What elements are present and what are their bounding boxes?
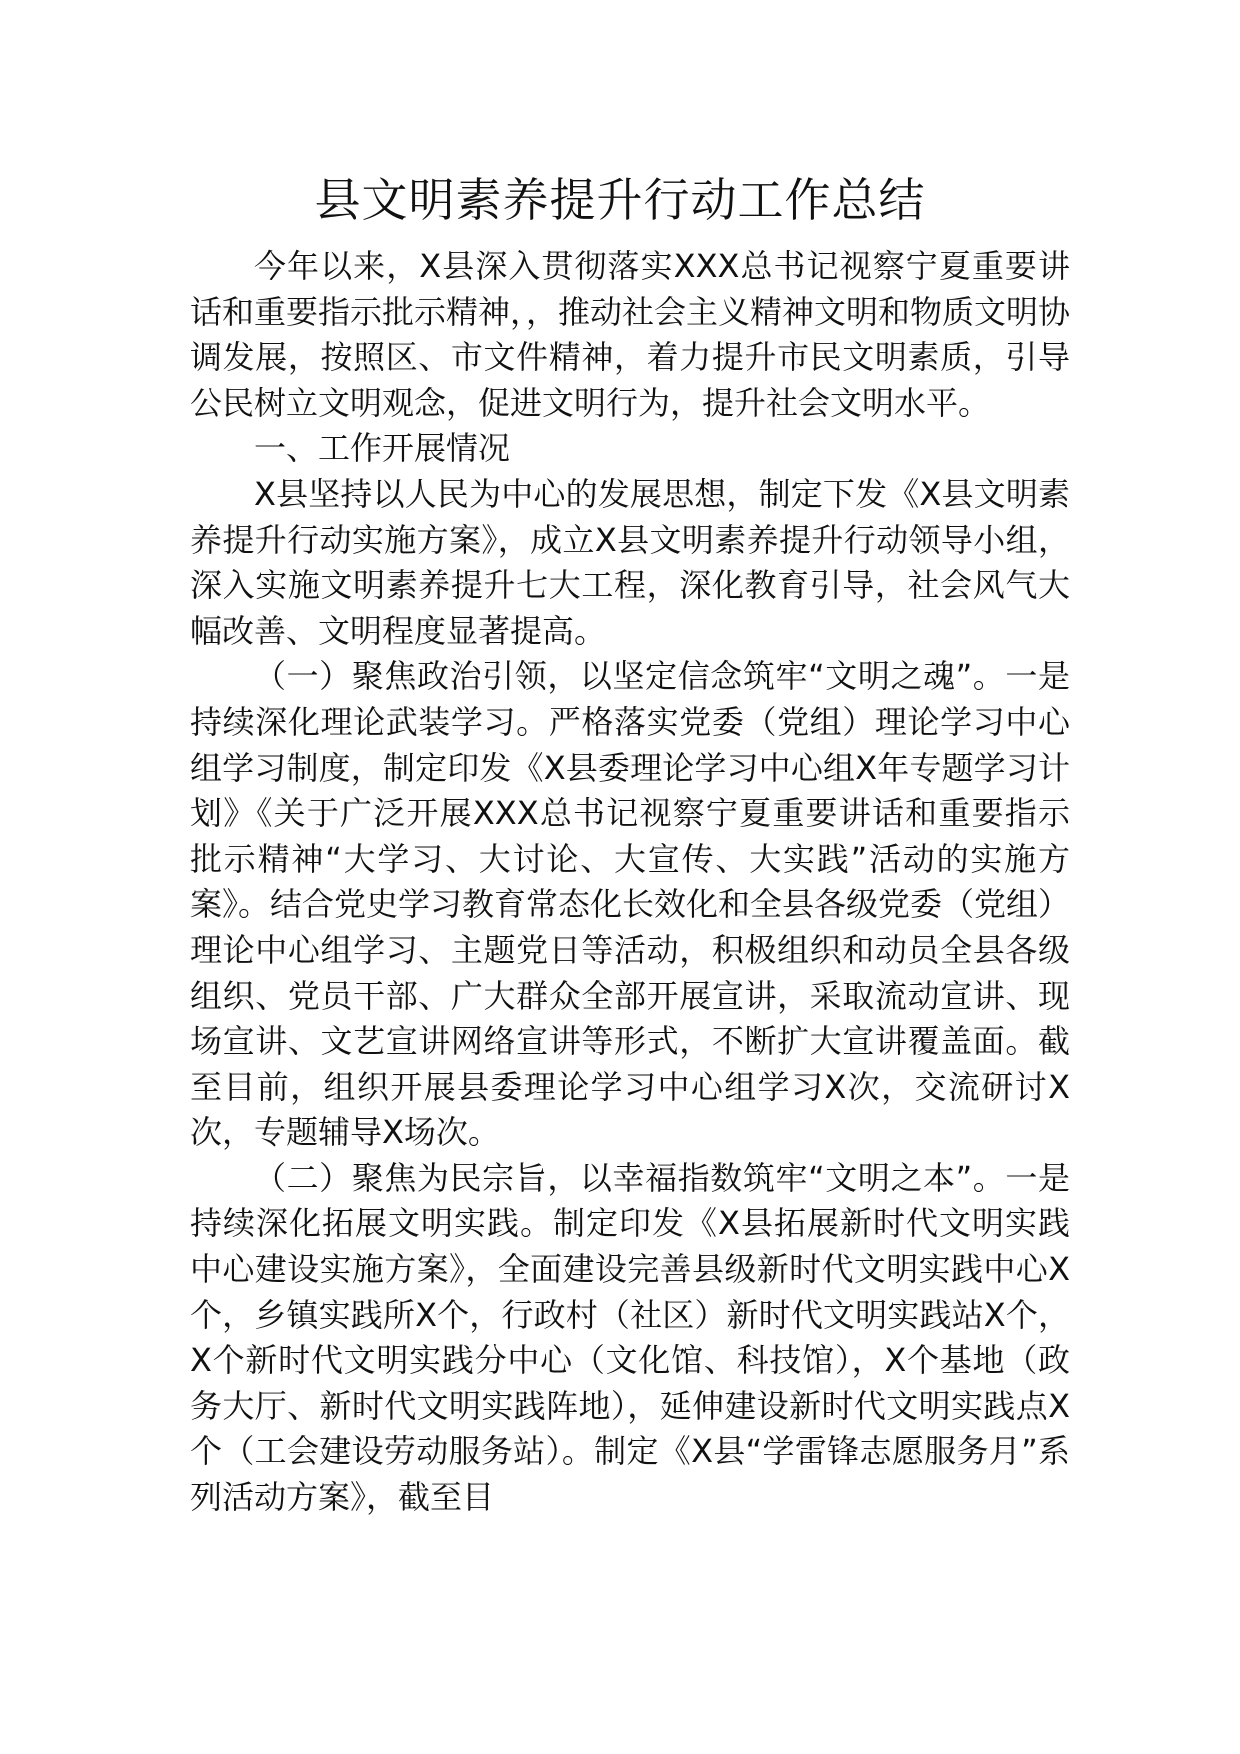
overview-paragraph: X县坚持以人民为中心的发展思想，制定下发《X县文明素养提升行动实施方案》，成立X县文明素养提升行动领导小组，深入实施文明素养提升七大工程，深化教育引导，社会风气大幅改善、文明程度显著提高。 bbox=[190, 474, 1070, 650]
document-body bbox=[190, 244, 1070, 1521]
subsection-one-paragraph: （一）聚焦政治引领，以坚定信念筑牢“文明之魂”。一是持续深化理论武装学习。严格落实党委（党组）理论学习中心组学习制度，制定印发《X县委理论学习中心组X年专题学习计划》《关于广泛开展XXX总书记视察宁夏重要讲话和重要指示批示精神“大学习、大讨论、大宣传、大实践”活动的实施方案》。结合党史学习教育常态化长效化和全县各级党委（党组）理论中心组学习、主题党日等活动，积极组织和动员全县各级组织、党员干部、广大群众全部开展宣讲，采取流动宣讲、现场宣讲、文艺宣讲网络宣讲等形式，不断扩大宣讲覆盖面。截至目前，组织开展县委理论学习中心组学习X次，交流研讨X次，专题辅导X场次。 bbox=[190, 657, 1071, 1152]
intro-paragraph: 今年以来，X县深入贯彻落实XXX总书记视察宁夏重要讲话和重要指示批示精神，，推动社会主义精神文明和物质文明协调发展，按照区、市文件精神，着力提升市民文明素质，引导公民树立文明观念，促进文明行为，提升社会文明水平。 bbox=[190, 247, 1071, 422]
document-title: 县文明素养提升行动工作总结 bbox=[314, 173, 926, 227]
subsection-two-paragraph: （二）聚焦为民宗旨，以幸福指数筑牢“文明之本”。一是持续深化拓展文明实践。制定印发《X县拓展新时代文明实践中心建设实施方案》，全面建设完善县级新时代文明实践中心X个，乡镇实践所X个，行政村（社区）新时代文明实践站X个，X个新时代文明实践分中心（文化馆、科技馆），X个基地（政务大厅、新时代文明实践阵地），延伸建设新时代文明实践点X个（工会建设劳动服务站）。制定《X县“学雷锋志愿服务月”系列活动方案》，截至目 bbox=[190, 1158, 1070, 1517]
section-heading: 一、工作开展情况 bbox=[254, 429, 511, 468]
